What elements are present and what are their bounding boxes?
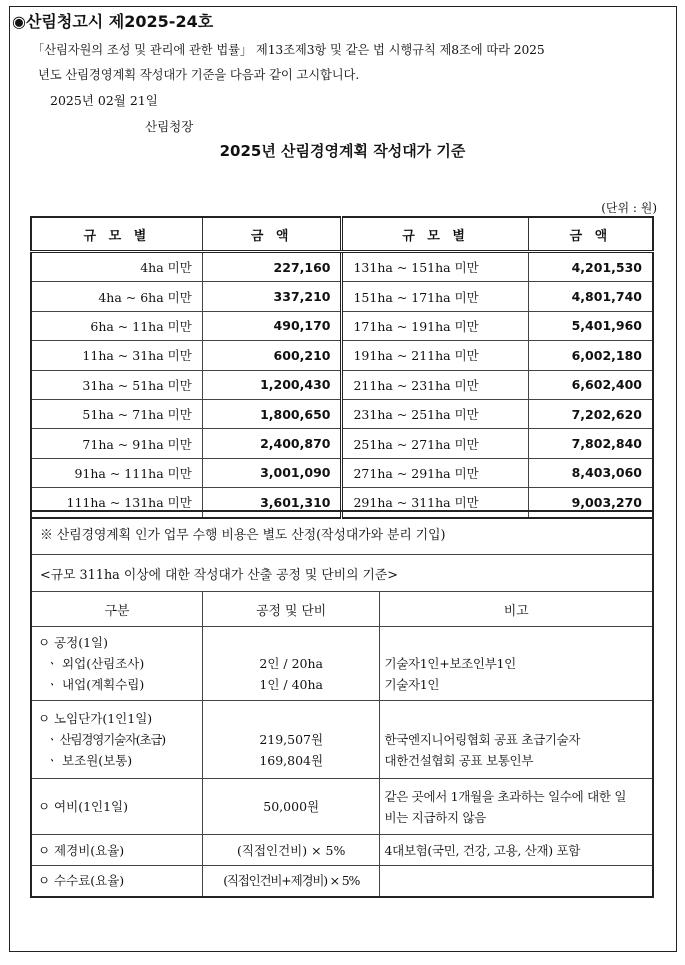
size-cell: 171ha ~ 191ha 미만 (342, 311, 528, 340)
notice-date: 2025년 02월 21일 (50, 93, 158, 108)
travel-label: ㅇ 여비(1인1일) (31, 779, 202, 835)
table-row (31, 458, 653, 487)
table-row (31, 429, 653, 458)
table-row (31, 282, 653, 311)
amount-cell: 4,801,740 (528, 282, 653, 311)
travel-row (31, 779, 653, 835)
unit-cost-header: 공정 및 단비 (202, 592, 380, 627)
size-cell: 71ha ~ 91ha 미만 (31, 429, 202, 458)
table-row (31, 370, 653, 399)
table-row (31, 252, 653, 282)
amount-cell: 3,001,090 (202, 458, 342, 487)
labor-item-value: 219,507원 (259, 731, 324, 747)
size-cell: 291ha ~ 311ha 미만 (342, 488, 528, 518)
amount-cell: 337,210 (202, 282, 342, 311)
fee-label: ㅇ 수수료(요율) (31, 866, 202, 897)
category-header: 구분 (31, 592, 202, 627)
fee-row (31, 866, 653, 897)
overhead-row (31, 835, 653, 866)
notice-intro (32, 38, 672, 88)
labor-item-value: 169,804원 (259, 752, 324, 768)
labor-label: ㅇ 노임단가(1인1일) (38, 711, 153, 726)
size-cell: 191ha ~ 211ha 미만 (342, 341, 528, 370)
size-cell: 151ha ~ 171ha 미만 (342, 282, 528, 311)
overhead-label: ㅇ 제경비(요율) (31, 835, 202, 866)
fee-remark (380, 866, 653, 897)
amount-cell: 6,002,180 (528, 341, 653, 370)
size-cell: 251ha ~ 271ha 미만 (342, 429, 528, 458)
process-item-value: 2인 / 20ha (259, 655, 323, 671)
size-cell: 271ha ~ 291ha 미만 (342, 458, 528, 487)
labor-row (31, 701, 653, 779)
size-cell: 91ha ~ 111ha 미만 (31, 458, 202, 487)
amount-cell: 600,210 (202, 341, 342, 370)
amount-cell: 227,160 (202, 252, 342, 282)
amount-cell: 9,003,270 (528, 488, 653, 518)
amount-cell: 1,200,430 (202, 370, 342, 399)
amount-cell: 4,201,530 (528, 252, 653, 282)
criteria-header (31, 592, 653, 627)
labor-item-remark: 한국엔지니어링협회 공표 초급기술자 (384, 731, 581, 747)
size-cell: 131ha ~ 151ha 미만 (342, 252, 528, 282)
notice-issuer: 산림청장 (145, 119, 194, 134)
size-header: 규 모 별 (342, 217, 528, 252)
table-row (31, 341, 653, 370)
intro-line-1: 「산림자원의 조성 및 관리에 관한 법률」 제13조제3항 및 같은 법 시행규칙 제8조에 따라 2025 (32, 43, 545, 57)
process-label: ㅇ 공정(1일) (38, 635, 108, 650)
process-item-remark: 기술자1인 (384, 676, 440, 692)
unit-label: (단위 : 원) (601, 201, 657, 215)
amount-cell: 6,602,400 (528, 370, 653, 399)
size-cell: 4ha 미만 (31, 252, 202, 282)
fee-table-header (31, 217, 653, 252)
size-cell: 6ha ~ 11ha 미만 (31, 311, 202, 340)
notice-title: ◉산림청고시 제2025-24호 (12, 12, 214, 31)
size-cell: 4ha ~ 6ha 미만 (31, 282, 202, 311)
size-header: 규 모 별 (31, 217, 202, 252)
process-item-value: 1인 / 40ha (259, 676, 323, 692)
criteria-note: ※ 산림경영계획 인가 업무 수행 비용은 별도 산정(작성대가와 분리 기입) (31, 511, 653, 555)
process-row (31, 627, 653, 701)
amount-cell: 3,601,310 (202, 488, 342, 518)
amount-cell: 8,403,060 (528, 458, 653, 487)
process-item-label: ㆍ 내업(계획수립) (46, 677, 145, 692)
travel-remark-line: 비는 지급하지 않음 (384, 809, 487, 825)
amount-cell: 1,800,650 (202, 399, 342, 428)
amount-cell: 5,401,960 (528, 311, 653, 340)
size-cell: 111ha ~ 131ha 미만 (31, 488, 202, 518)
intro-line-2: 년도 산림경영계획 작성대가 기준을 다음과 같이 고시합니다. (38, 68, 360, 82)
document-title: 2025년 산림경영계획 작성대가 기준 (219, 142, 466, 160)
criteria-subtitle: <규모 311ha 이상에 대한 작성대가 산출 공정 및 단비의 기준> (31, 555, 653, 592)
overhead-value: (직접인건비) × 5% (202, 835, 380, 866)
size-cell: 211ha ~ 231ha 미만 (342, 370, 528, 399)
amount-cell: 7,802,840 (528, 429, 653, 458)
fee-table (30, 216, 654, 519)
amount-cell: 2,400,870 (202, 429, 342, 458)
travel-value: 50,000원 (202, 779, 380, 835)
process-item-remark: 기술자1인+보조인부1인 (384, 655, 516, 671)
table-row (31, 311, 653, 340)
size-cell: 231ha ~ 251ha 미만 (342, 399, 528, 428)
amount-cell: 490,170 (202, 311, 342, 340)
amount-header: 금 액 (528, 217, 653, 252)
amount-cell: 7,202,620 (528, 399, 653, 428)
criteria-table (30, 510, 654, 898)
labor-item-label: ㆍ 보조원(보통) (46, 753, 133, 768)
amount-header: 금 액 (202, 217, 342, 252)
size-cell: 31ha ~ 51ha 미만 (31, 370, 202, 399)
overhead-remark: 4대보험(국민, 건강, 고용, 산재) 포함 (380, 835, 653, 866)
size-cell: 11ha ~ 31ha 미만 (31, 341, 202, 370)
process-item-label: ㆍ 외업(산림조사) (46, 656, 145, 671)
table-row (31, 399, 653, 428)
fee-value: (직접인건비+제경비) × 5% (202, 866, 380, 897)
travel-remark-line: 같은 곳에서 1개월을 초과하는 일수에 대한 일 (384, 788, 627, 804)
labor-item-remark: 대한건설협회 공표 보통인부 (384, 752, 534, 768)
labor-item-label: ㆍ 산림경영기술자(초급) (46, 732, 165, 747)
remarks-header: 비고 (380, 592, 653, 627)
size-cell: 51ha ~ 71ha 미만 (31, 399, 202, 428)
